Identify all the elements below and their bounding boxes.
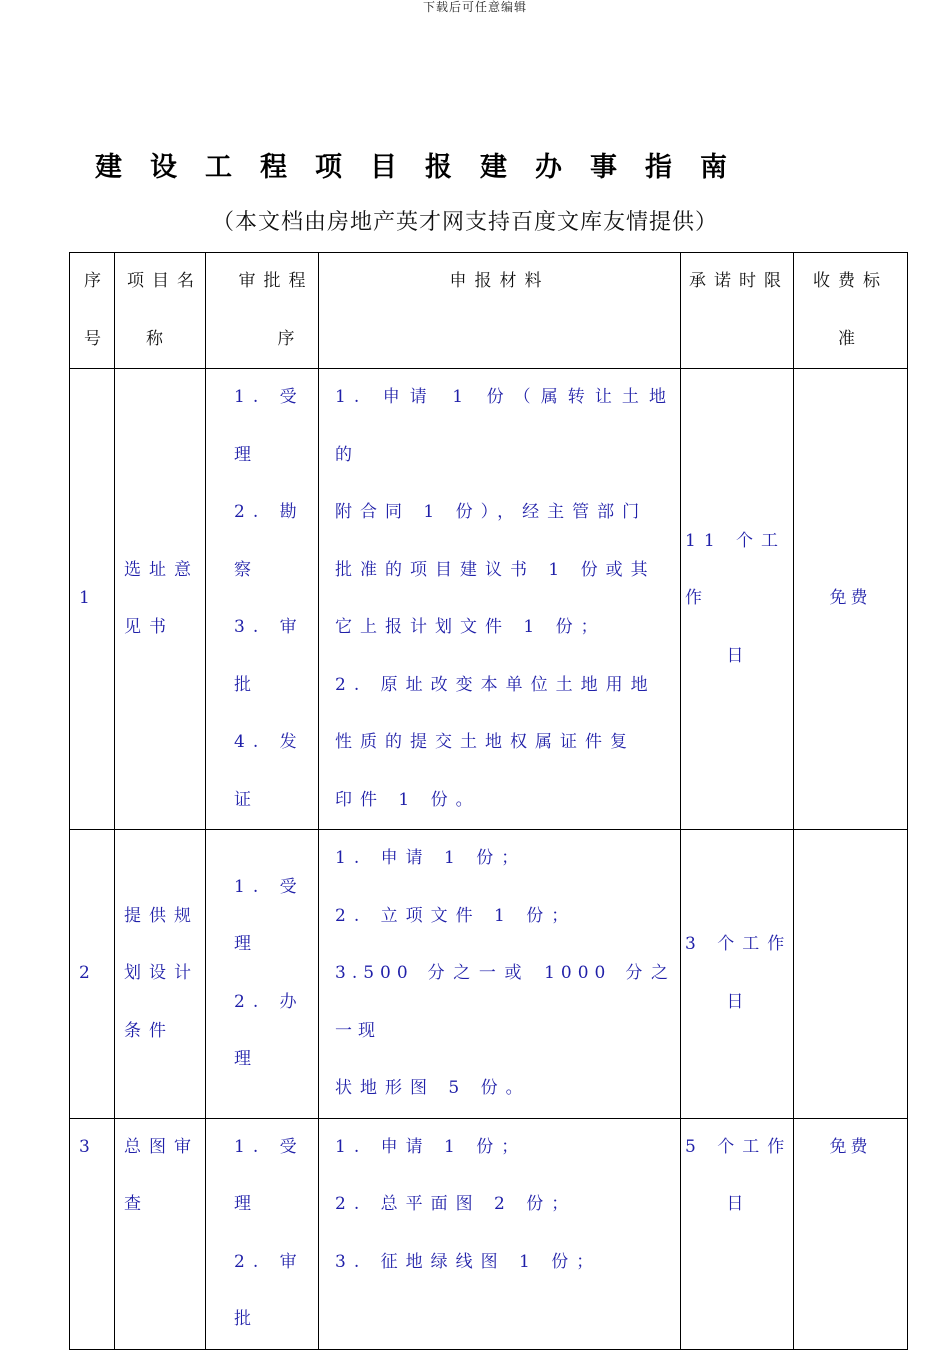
header-procedure-line: 审批程: [238, 271, 314, 291]
table-row: [70, 830, 908, 1119]
row-procedure-step: 1. 受理: [234, 387, 305, 465]
row-procedure-step: 3. 审批: [234, 617, 305, 695]
row-procedure-step: 2. 勘察: [234, 502, 305, 580]
row-time-line: 日: [726, 645, 752, 666]
row-materials: [319, 1118, 681, 1349]
row-fee: [794, 830, 908, 1119]
header-name-line: 称: [146, 328, 171, 349]
header-fee-line: 收费标: [813, 271, 888, 291]
row-materials-line: 2. 总平面图 2 份；: [335, 1194, 577, 1214]
header-name-line: 项目名: [127, 271, 202, 291]
row-materials-line: 批准的项目建议书 1 份或其: [335, 559, 656, 580]
row-seq: 2: [70, 830, 115, 1119]
header-procedure-line: 序: [277, 328, 303, 349]
row-materials: [319, 830, 681, 1119]
row-time-limit: [681, 369, 794, 830]
row-time-line: 日: [726, 1194, 752, 1214]
row-name-line: 查: [124, 1194, 149, 1214]
header-fee-line: 准: [838, 328, 863, 349]
row-procedure-step: 1. 受理: [234, 876, 305, 955]
row-materials-line: 性质的提交土地权属证件复: [335, 732, 635, 752]
page-title: 建设工程项目报建办事指南: [95, 152, 755, 183]
row-materials: [319, 369, 681, 830]
row-time-line: 3 个工作: [685, 934, 793, 955]
row-time-line: 11 个工作: [685, 530, 787, 609]
row-procedure: [206, 1118, 319, 1349]
row-materials-line: 它上报计划文件 1 份；: [335, 617, 606, 637]
header-note: 下载后可任意编辑: [422, 0, 527, 14]
row-time-line: 日: [726, 991, 752, 1012]
row-name-line: 提供规: [124, 905, 199, 926]
row-materials-line: 附合同 1 份），经主管部门: [335, 502, 648, 522]
row-fee: 免费: [794, 1118, 908, 1349]
row-name-line: 划设计: [124, 963, 199, 983]
row-fee: 免费: [794, 369, 908, 830]
header-materials: [319, 253, 681, 369]
row-materials-line: 3.500 分之一或 1000 分之一现: [335, 963, 674, 1041]
header-seq-line: 序: [84, 271, 109, 291]
row-materials-line: 状地形图 5 份。: [335, 1078, 531, 1098]
row-name-line: 选址意: [124, 559, 199, 580]
row-name: [115, 830, 206, 1119]
header-time-limit: [681, 253, 794, 369]
row-materials-line: 3. 征地绿线图 1 份；: [335, 1251, 602, 1272]
row-materials-line: 2. 立项文件 1 份；: [335, 905, 577, 926]
row-procedure: [206, 369, 319, 830]
row-procedure-step: 2. 审批: [234, 1251, 305, 1329]
row-materials-line: 1. 申请 1 份；: [335, 1136, 527, 1157]
row-procedure-step: 1. 受理: [234, 1136, 305, 1214]
row-procedure: [206, 830, 319, 1119]
row-name-line: 条件: [124, 1020, 174, 1041]
guide-table: [69, 252, 908, 1350]
header-procedure: [206, 253, 319, 369]
row-name-line: 总图审: [124, 1136, 199, 1157]
row-time-limit: [681, 830, 794, 1119]
row-name-line: 见书: [124, 617, 174, 637]
header-fee: [794, 253, 908, 369]
row-name: [115, 369, 206, 830]
page-subtitle: （本文档由房地产英才网支持百度文库友情提供）: [211, 210, 718, 235]
row-procedure-step: 2. 办理: [234, 991, 305, 1070]
row-materials-line: 印件 1 份。: [335, 789, 481, 810]
header-name: [115, 253, 206, 369]
header-time-line: 承诺时限: [689, 271, 789, 291]
row-materials-line: 2. 原址改变本单位土地用地: [335, 674, 656, 695]
header-seq: [70, 253, 115, 369]
table-row: [70, 1118, 908, 1349]
row-name: [115, 1118, 206, 1349]
row-seq: 1: [70, 369, 115, 830]
row-time-line: 5 个工作: [685, 1136, 793, 1157]
header-seq-line: 号: [84, 328, 109, 349]
row-materials-line: 1. 申请 1 份；: [335, 848, 527, 868]
row-materials-line: 1. 申请 1 份（属转让土地的: [335, 387, 674, 465]
row-procedure-step: 4. 发证: [234, 732, 305, 810]
header-materials-line: 申报材料: [449, 271, 550, 291]
table-header-row: [70, 253, 908, 369]
table-row: [70, 369, 908, 830]
row-time-limit: [681, 1118, 794, 1349]
row-seq: 3: [70, 1118, 115, 1349]
